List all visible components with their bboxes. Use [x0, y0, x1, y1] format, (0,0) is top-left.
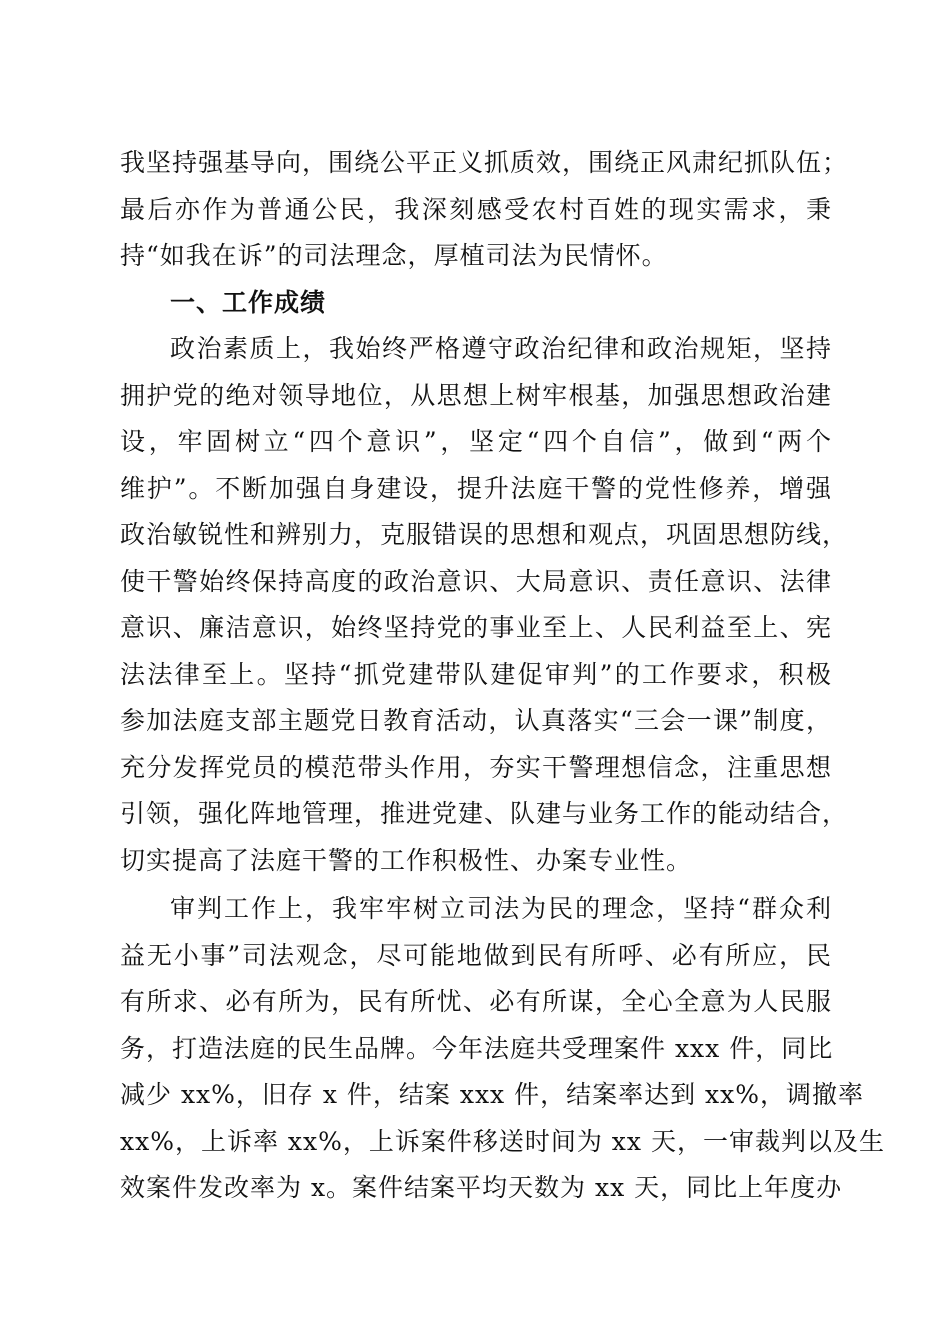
text-line: 效案件发改率为 x。案件结案平均天数为 xx 天，同比上年度办 — [120, 1173, 843, 1202]
text-line: 减少 xx%，旧存 x 件，结案 xxx 件，结案率达到 xx%，调撤率 — [120, 1080, 864, 1109]
intro-paragraph — [120, 140, 849, 280]
section-heading: 一、工作成绩 — [170, 287, 327, 317]
text-line: 政治素质上，我始终严格遵守政治纪律和政治规矩，坚持 — [170, 334, 832, 363]
document-body — [120, 140, 885, 1212]
paragraph-trial-work — [120, 886, 885, 1212]
text-line: 充分发挥党员的模范带头作用，夯实干警理想信念，注重思想 — [120, 752, 832, 782]
text-line: xx%，上诉率 xx%，上诉案件移送时间为 xx 天，一审裁判以及生 — [120, 1126, 885, 1156]
text-line: 最后亦作为普通公民，我深刻感受农村百姓的现实需求，秉 — [120, 194, 832, 224]
paragraph-political-quality — [120, 326, 849, 884]
text-line: 参加法庭支部主题党日教育活动，认真落实“三会一课”制度， — [120, 706, 832, 735]
text-line: 益无小事”司法观念，尽可能地做到民有所呼、必有所应，民 — [120, 940, 832, 970]
text-line: 切实提高了法庭干警的工作积极性、办案专业性。 — [120, 845, 693, 875]
text-line: 使干警始终保持高度的政治意识、大局意识、责任意识、法律 — [120, 566, 832, 596]
text-line: 政治敏锐性和辨别力，克服错误的思想和观点，巩固思想防线， — [120, 520, 849, 549]
text-line: 拥护党的绝对领导地位，从思想上树牢根基，加强思想政治建 — [120, 380, 832, 410]
text-line: 意识、廉洁意识，始终坚持党的事业至上、人民利益至上、宪 — [120, 613, 832, 642]
text-line: 维护”。不断加强自身建设，提升法庭干警的党性修养，增强 — [120, 473, 832, 503]
text-line: 有所求、必有所为，民有所忧、必有所谋，全心全意为人民服 — [120, 987, 832, 1016]
text-line: 引领，强化阵地管理，推进党建、队建与业务工作的能动结合， — [120, 799, 849, 828]
text-line: 审判工作上，我牢牢树立司法为民的理念，坚持“群众利 — [170, 894, 832, 923]
text-line: 务，打造法庭的民生品牌。今年法庭共受理案件 xxx 件，同比 — [120, 1033, 834, 1063]
text-line: 持“如我在诉”的司法理念，厚植司法为民情怀。 — [120, 241, 668, 270]
text-line: 法法律至上。坚持“抓党建带队建促审判”的工作要求，积极 — [120, 659, 832, 689]
text-line: 我坚持强基导向，围绕公平正义抓质效，围绕正风肃纪抓队伍； — [120, 148, 849, 177]
text-line: 设，牢固树立“四个意识”，坚定“四个自信”，做到“两个 — [120, 427, 832, 456]
